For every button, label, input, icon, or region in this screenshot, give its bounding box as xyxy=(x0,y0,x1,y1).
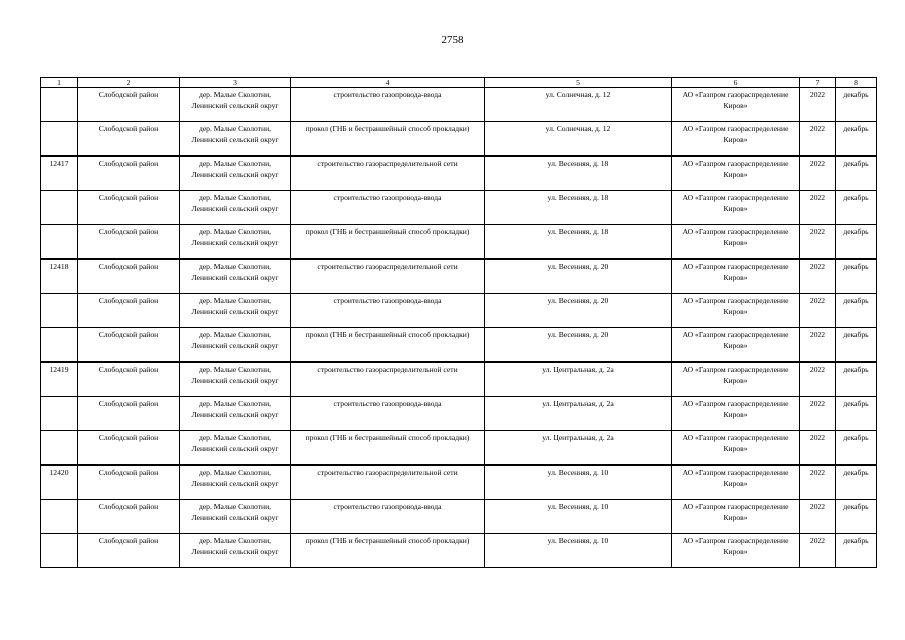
address-cell: ул. Весенняя, д. 10 xyxy=(485,500,672,534)
page-number: 2758 xyxy=(441,34,464,46)
table-row xyxy=(41,225,877,260)
column-header: 1 xyxy=(41,78,78,88)
organization-cell: АО «Газпром газораспределение Киров» xyxy=(672,191,800,225)
address-cell: ул. Весенняя, д. 18 xyxy=(485,225,672,260)
table-row xyxy=(41,500,877,534)
month-cell: декабрь xyxy=(836,259,877,294)
district-cell: Слободской район xyxy=(78,534,180,568)
address-cell: ул. Весенняя, д. 20 xyxy=(485,259,672,294)
year-cell: 2022 xyxy=(800,362,836,397)
address-cell: ул. Весенняя, д. 10 xyxy=(485,534,672,568)
year-cell: 2022 xyxy=(800,156,836,191)
address-cell: ул. Весенняя, д. 20 xyxy=(485,328,672,363)
work-type-cell: строительство газопровода-ввода xyxy=(291,294,485,328)
work-type-cell: строительство газораспределительной сети xyxy=(291,362,485,397)
month-cell: декабрь xyxy=(836,122,877,157)
work-type-cell: строительство газопровода-ввода xyxy=(291,88,485,122)
settlement-cell: дер. Малые Сколотни, Ленинский сельский округ xyxy=(180,465,291,500)
district-cell: Слободской район xyxy=(78,294,180,328)
year-cell: 2022 xyxy=(800,328,836,363)
district-cell: Слободской район xyxy=(78,122,180,157)
year-cell: 2022 xyxy=(800,397,836,431)
settlement-cell: дер. Малые Сколотни, Ленинский сельский округ xyxy=(180,362,291,397)
table-row xyxy=(41,465,877,500)
month-cell: декабрь xyxy=(836,225,877,260)
settlement-cell: дер. Малые Сколотни, Ленинский сельский округ xyxy=(180,259,291,294)
organization-cell: АО «Газпром газораспределение Киров» xyxy=(672,362,800,397)
year-cell: 2022 xyxy=(800,122,836,157)
table-row xyxy=(41,534,877,568)
work-type-cell: строительство газопровода-ввода xyxy=(291,500,485,534)
work-type-cell: прокол (ГНБ и бестраншейный способ прокладки) xyxy=(291,431,485,466)
work-type-cell: прокол (ГНБ и бестраншейный способ прокладки) xyxy=(291,534,485,568)
work-type-cell: прокол (ГНБ и бестраншейный способ прокладки) xyxy=(291,225,485,260)
object-number-cell xyxy=(41,397,78,431)
address-cell: ул. Солнечная, д. 12 xyxy=(485,122,672,157)
work-type-cell: строительство газораспределительной сети xyxy=(291,156,485,191)
address-cell: ул. Центральная, д. 2а xyxy=(485,431,672,466)
month-cell: декабрь xyxy=(836,500,877,534)
organization-cell: АО «Газпром газораспределение Киров» xyxy=(672,465,800,500)
column-header: 3 xyxy=(180,78,291,88)
district-cell: Слободской район xyxy=(78,259,180,294)
organization-cell: АО «Газпром газораспределение Киров» xyxy=(672,259,800,294)
organization-cell: АО «Газпром газораспределение Киров» xyxy=(672,431,800,466)
settlement-cell: дер. Малые Сколотни, Ленинский сельский округ xyxy=(180,156,291,191)
column-header: 2 xyxy=(78,78,180,88)
register-body xyxy=(41,88,877,568)
table-row xyxy=(41,191,877,225)
year-cell: 2022 xyxy=(800,294,836,328)
column-header: 8 xyxy=(836,78,877,88)
column-header: 6 xyxy=(672,78,800,88)
district-cell: Слободской район xyxy=(78,191,180,225)
month-cell: декабрь xyxy=(836,431,877,466)
year-cell: 2022 xyxy=(800,259,836,294)
settlement-cell: дер. Малые Сколотни, Ленинский сельский округ xyxy=(180,122,291,157)
year-cell: 2022 xyxy=(800,191,836,225)
address-cell: ул. Центральная, д. 2а xyxy=(485,362,672,397)
district-cell: Слободской район xyxy=(78,397,180,431)
month-cell: декабрь xyxy=(836,88,877,122)
settlement-cell: дер. Малые Сколотни, Ленинский сельский округ xyxy=(180,500,291,534)
table-row xyxy=(41,122,877,157)
district-cell: Слободской район xyxy=(78,431,180,466)
district-cell: Слободской район xyxy=(78,362,180,397)
month-cell: декабрь xyxy=(836,328,877,363)
year-cell: 2022 xyxy=(800,88,836,122)
month-cell: декабрь xyxy=(836,294,877,328)
district-cell: Слободской район xyxy=(78,500,180,534)
object-number-cell xyxy=(41,500,78,534)
object-number-cell: 12417 xyxy=(41,156,78,191)
column-header: 7 xyxy=(800,78,836,88)
year-cell: 2022 xyxy=(800,431,836,466)
district-cell: Слободской район xyxy=(78,225,180,260)
year-cell: 2022 xyxy=(800,465,836,500)
object-number-cell: 12420 xyxy=(41,465,78,500)
settlement-cell: дер. Малые Сколотни, Ленинский сельский округ xyxy=(180,397,291,431)
settlement-cell: дер. Малые Сколотни, Ленинский сельский округ xyxy=(180,431,291,466)
district-cell: Слободской район xyxy=(78,156,180,191)
work-type-cell: строительство газопровода-ввода xyxy=(291,191,485,225)
column-header: 4 xyxy=(291,78,485,88)
table-row xyxy=(41,294,877,328)
object-number-cell xyxy=(41,328,78,363)
column-number-row xyxy=(41,78,877,88)
object-number-cell: 12419 xyxy=(41,362,78,397)
organization-cell: АО «Газпром газораспределение Киров» xyxy=(672,225,800,260)
column-header: 5 xyxy=(485,78,672,88)
address-cell: ул. Весенняя, д. 10 xyxy=(485,465,672,500)
organization-cell: АО «Газпром газораспределение Киров» xyxy=(672,534,800,568)
address-cell: ул. Центральная, д. 2а xyxy=(485,397,672,431)
district-cell: Слободской район xyxy=(78,88,180,122)
settlement-cell: дер. Малые Сколотни, Ленинский сельский округ xyxy=(180,225,291,260)
work-type-cell: строительство газораспределительной сети xyxy=(291,259,485,294)
address-cell: ул. Весенняя, д. 18 xyxy=(485,156,672,191)
organization-cell: АО «Газпром газораспределение Киров» xyxy=(672,88,800,122)
settlement-cell: дер. Малые Сколотни, Ленинский сельский округ xyxy=(180,294,291,328)
district-cell: Слободской район xyxy=(78,328,180,363)
table-row xyxy=(41,156,877,191)
year-cell: 2022 xyxy=(800,500,836,534)
address-cell: ул. Солнечная, д. 12 xyxy=(485,88,672,122)
address-cell: ул. Весенняя, д. 20 xyxy=(485,294,672,328)
district-cell: Слободской район xyxy=(78,465,180,500)
organization-cell: АО «Газпром газораспределение Киров» xyxy=(672,328,800,363)
table-row xyxy=(41,259,877,294)
month-cell: декабрь xyxy=(836,397,877,431)
table-row xyxy=(41,328,877,363)
object-number-cell xyxy=(41,191,78,225)
work-type-cell: строительство газопровода-ввода xyxy=(291,397,485,431)
month-cell: декабрь xyxy=(836,156,877,191)
organization-cell: АО «Газпром газораспределение Киров» xyxy=(672,397,800,431)
month-cell: декабрь xyxy=(836,465,877,500)
organization-cell: АО «Газпром газораспределение Киров» xyxy=(672,156,800,191)
organization-cell: АО «Газпром газораспределение Киров» xyxy=(672,500,800,534)
year-cell: 2022 xyxy=(800,225,836,260)
object-number-cell xyxy=(41,88,78,122)
object-number-cell: 12418 xyxy=(41,259,78,294)
object-number-cell xyxy=(41,534,78,568)
organization-cell: АО «Газпром газораспределение Киров» xyxy=(672,122,800,157)
work-type-cell: прокол (ГНБ и бестраншейный способ прокладки) xyxy=(291,328,485,363)
table-row xyxy=(41,397,877,431)
object-number-cell xyxy=(41,122,78,157)
object-number-cell xyxy=(41,431,78,466)
work-type-cell: прокол (ГНБ и бестраншейный способ прокладки) xyxy=(291,122,485,157)
settlement-cell: дер. Малые Сколотни, Ленинский сельский округ xyxy=(180,328,291,363)
register-table xyxy=(40,77,877,568)
table-row xyxy=(41,362,877,397)
organization-cell: АО «Газпром газораспределение Киров» xyxy=(672,294,800,328)
year-cell: 2022 xyxy=(800,534,836,568)
object-number-cell xyxy=(41,225,78,260)
month-cell: декабрь xyxy=(836,362,877,397)
address-cell: ул. Весенняя, д. 18 xyxy=(485,191,672,225)
object-number-cell xyxy=(41,294,78,328)
table-row xyxy=(41,431,877,466)
work-type-cell: строительство газораспределительной сети xyxy=(291,465,485,500)
table-row xyxy=(41,88,877,122)
settlement-cell: дер. Малые Сколотни, Ленинский сельский округ xyxy=(180,88,291,122)
settlement-cell: дер. Малые Сколотни, Ленинский сельский округ xyxy=(180,534,291,568)
month-cell: декабрь xyxy=(836,191,877,225)
settlement-cell: дер. Малые Сколотни, Ленинский сельский округ xyxy=(180,191,291,225)
month-cell: декабрь xyxy=(836,534,877,568)
